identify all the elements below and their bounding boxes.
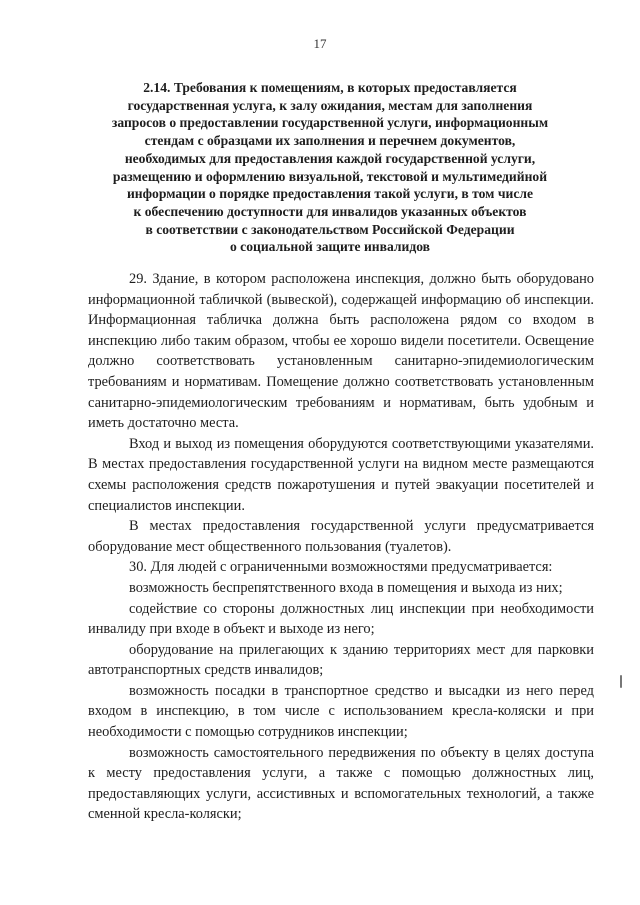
heading-line: размещению и оформлению визуальной, текстовой и мультимедийной: [112, 168, 548, 184]
heading-line: информации о порядке предоставления такой услуги, в том числе: [126, 186, 534, 202]
paragraph-30: 30. Для людей с ограниченными возможностями предусматривается:: [129, 559, 553, 576]
section-heading: [88, 79, 572, 256]
list-item: оборудование на прилегающих к зданию территориях мест для парковки автотранспортных средств инвалидов;: [88, 641, 594, 679]
list-item: содействие со стороны должностных лиц инспекции при необходимости инвалиду при входе в объект и выходе из него;: [88, 600, 594, 638]
paragraph-29: 29. Здание, в котором расположена инспекция, должно быть оборудовано информационной табличкой (вывеской), содержащей информацию об инспекции. Информационная табличка должна быть расположена рядом со входом в инспекцию либо таким образом, чтобы ее хорошо видели посетители. Освещение должно соответствовать установленным санитарно-эпидемиологическим требованиям и нормативам. Помещение должно соответствовать установленным санитарно-эпидемиологическим требованиям и нормативам, быть удобным и иметь достаточно места.: [88, 271, 594, 432]
list-item: возможность самостоятельного передвижения по объекту в целях доступа к месту предоставления услуги, а также с помощью должностных лиц, предоставляющих услуги, ассистивных и вспомогательных технологий, а также сменной кресла-коляски;: [88, 744, 594, 823]
heading-line: запросов о предоставлении государственной услуги, информационным: [111, 115, 549, 131]
paragraph: В местах предоставления государственной услуги предусматривается оборудование мест общественного пользования (туалетов).: [88, 518, 594, 555]
heading-line: к обеспечению доступности для инвалидов указанных объектов: [133, 203, 527, 219]
scan-mark: [620, 675, 622, 688]
heading-line: о социальной защите инвалидов: [229, 239, 431, 255]
heading-line: в соответствии с законодательством Российской Федерации: [145, 221, 515, 237]
list-item: возможность посадки в транспортное средство и высадки из него перед входом в инспекцию, в том числе с использованием кресла-коляски и при необходимости с помощью сотрудников инспекции;: [88, 682, 594, 741]
heading-line: государственная услуга, к залу ожидания, местам для заполнения: [127, 97, 533, 113]
heading-line: стендам с образцами их заполнения и перечнем документов,: [144, 133, 516, 149]
page-number: 17: [313, 36, 327, 51]
heading-line: необходимых для предоставления каждой государственной услуги,: [124, 150, 536, 166]
list-item: возможность беспрепятственного входа в помещения и выхода из них;: [129, 579, 563, 596]
body-text: [88, 269, 594, 825]
heading-line: 2.14. Требования к помещениям, в которых предоставляется: [143, 80, 517, 95]
paragraph: Вход и выход из помещения оборудуются соответствующими указателями. В местах предоставления государственной услуги на видном месте размещаются схемы расположения средств пожаротушения и путей эвакуации посетителей и специалистов инспекции.: [88, 435, 594, 514]
